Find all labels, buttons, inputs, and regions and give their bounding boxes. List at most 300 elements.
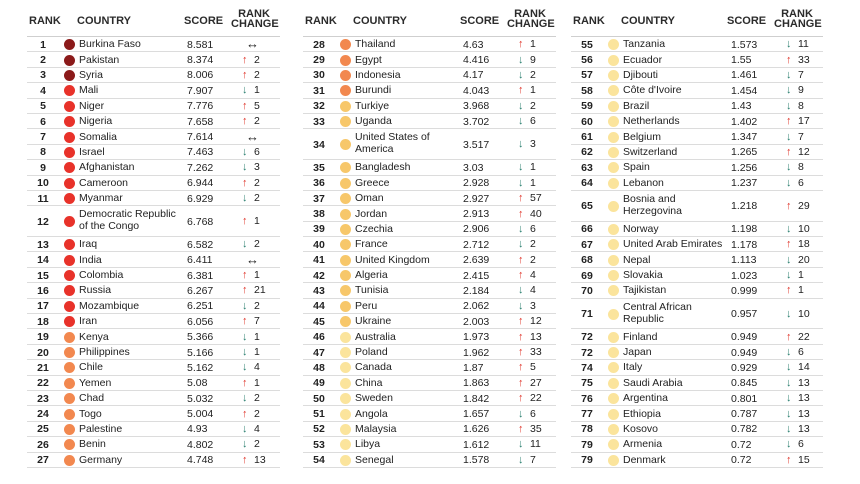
arrow-down-icon: ↓ [518,438,524,451]
arrow-down-icon: ↓ [242,161,248,174]
header-country: COUNTRY [353,15,407,27]
rank-cell: 36 [313,177,325,190]
rank-change-value: 2 [254,68,260,81]
score-cell: 0.782 [731,423,758,436]
score-cell: 1.973 [463,331,490,344]
ranking-table-column-2 [303,0,556,470]
country-cell: Kosovo [623,422,659,435]
table-row [303,191,556,206]
risk-level-dot [340,439,351,450]
score-cell: 1.461 [731,69,758,82]
rank-cell: 71 [581,308,593,321]
table-row [27,268,280,283]
rank-cell: 75 [581,377,593,390]
table-row [27,129,280,144]
rank-change-cell [518,84,558,96]
arrow-up-icon: ↑ [518,38,524,51]
table-header [27,0,280,34]
arrow-down-icon: ↓ [242,238,248,251]
rank-cell: 8 [40,146,46,159]
score-cell: 1.256 [731,161,758,174]
score-cell: 1.87 [463,361,484,374]
rank-change-cell [786,54,826,66]
rank-change-value: 7 [530,453,536,466]
table-row [571,391,823,406]
rank-change-cell [242,284,282,296]
table-row [303,160,556,175]
risk-level-dot [340,162,351,173]
country-cell: Turkiye [355,99,390,112]
risk-level-dot [64,193,75,204]
rank-change-cell [242,238,282,250]
table-row [27,422,280,437]
score-cell: 3.702 [463,115,490,128]
country-cell: Bosnia and Herzegovina [623,192,682,217]
country-cell: Philippines [79,346,130,359]
ranking-table-column-3 [571,0,823,470]
arrow-up-icon: ↑ [786,238,792,251]
country-cell: Democratic Republic of the Congo [79,208,176,233]
rank-change-cell [242,54,282,66]
country-cell: Palestine [79,422,123,435]
header-rank-change-line2: CHANGE [507,18,555,30]
risk-level-dot [608,39,619,50]
country-cell: Brazil [623,99,650,112]
rank-change-value: 33 [798,53,810,66]
score-cell: 0.72 [731,454,752,467]
risk-level-dot [64,55,75,66]
rank-cell: 28 [313,38,325,51]
rank-cell: 72 [581,346,593,359]
score-cell: 2.639 [463,254,490,267]
score-cell: 1.573 [731,38,758,51]
rank-change-value: 14 [798,361,810,374]
table-row [303,129,556,160]
risk-level-dot [608,309,619,320]
arrow-down-icon: ↓ [786,438,792,451]
country-cell: Senegal [355,453,394,466]
rank-change-cell [786,392,826,404]
rank-change-cell [518,346,558,358]
table-row [27,314,280,329]
rank-change-value: 27 [530,376,542,389]
header-rank-change [774,9,820,29]
rank-change-value: 1 [798,269,804,282]
rank-change-cell [242,377,282,389]
score-cell: 5.032 [187,392,214,405]
rank-change-cell [246,38,286,51]
rank-change-cell [242,192,282,204]
risk-level-dot [608,85,619,96]
score-cell: 7.776 [187,100,214,113]
rank-change-cell [518,315,558,327]
rank-cell: 37 [313,192,325,205]
header-rank-change-line1: RANK [238,8,270,20]
country-cell: Kenya [79,330,109,343]
table-row [571,437,823,452]
rank-change-value: 33 [530,346,542,359]
table-row [571,83,823,98]
rank-change-cell [242,300,282,312]
risk-level-dot [340,209,351,220]
rank-change-value: 1 [530,161,536,174]
country-cell: Czechia [355,222,393,235]
arrow-down-icon: ↓ [786,361,792,374]
country-cell: Colombia [79,269,124,282]
score-cell: 4.748 [187,454,214,467]
ranking-table-column-1 [27,0,280,470]
arrow-up-icon: ↑ [518,346,524,359]
table-row [303,222,556,237]
rank-cell: 1 [40,38,46,51]
arrow-up-icon: ↑ [786,330,792,343]
rank-cell: 46 [313,331,325,344]
arrow-down-icon: ↓ [242,192,248,205]
country-cell: Saudi Arabia [623,376,683,389]
rank-cell: 66 [581,223,593,236]
risk-level-dot [340,409,351,420]
risk-level-dot [340,101,351,112]
risk-level-dot [64,301,75,312]
arrow-down-icon: ↓ [786,68,792,81]
table-row [303,376,556,391]
table-row [27,252,280,267]
rank-change-value: 1 [254,346,260,359]
rank-change-cell [246,128,286,144]
country-cell: Germany [79,453,123,466]
score-cell: 1.612 [463,438,490,451]
rank-change-cell [518,331,558,343]
country-cell: Cameroon [79,176,129,189]
risk-level-dot [608,178,619,189]
risk-level-dot [64,285,75,296]
rank-cell: 26 [37,438,49,451]
country-cell: France [355,238,388,251]
table-row [27,114,280,129]
arrow-up-icon: ↑ [242,284,248,297]
arrow-up-icon: ↑ [242,315,248,328]
header-score: SCORE [460,15,500,27]
score-cell: 6.582 [187,238,214,251]
rank-cell: 31 [313,84,325,97]
arrow-down-icon: ↓ [518,99,524,112]
risk-level-dot [340,378,351,389]
risk-level-dot [64,409,75,420]
rank-change-cell [518,438,558,450]
rank-change-value: 10 [798,307,810,320]
arrow-down-icon: ↓ [518,53,524,66]
country-cell: Jordan [355,207,388,220]
score-cell: 0.949 [731,346,758,359]
risk-level-dot [340,424,351,435]
arrow-up-icon: ↑ [242,407,248,420]
rank-change-cell [786,161,826,173]
score-cell: 0.999 [731,284,758,297]
arrow-down-icon: ↓ [242,330,248,343]
rank-change-cell [786,423,826,435]
table-row [303,453,556,468]
table-row [27,37,280,52]
arrow-up-icon: ↑ [518,315,524,328]
rank-change-value: 6 [798,346,804,359]
arrow-down-icon: ↓ [242,299,248,312]
table-rows [27,37,280,468]
score-cell: 5.162 [187,361,214,374]
table-row [303,252,556,267]
rank-cell: 23 [37,392,49,405]
rank-change-value: 5 [530,361,536,374]
rank-change-value: 3 [254,161,260,174]
rank-change-value: 8 [798,161,804,174]
risk-level-dot [64,85,75,96]
country-cell: Ecuador [623,53,663,66]
table-row [303,345,556,360]
rank-change-cell [518,69,558,81]
rank-cell: 62 [581,146,593,159]
table-row [27,191,280,206]
table-row [303,268,556,283]
table-row [27,406,280,421]
country-cell: Israel [79,145,105,158]
arrow-up-icon: ↑ [518,392,524,405]
rank-change-cell [518,177,558,189]
risk-level-dot [340,301,351,312]
arrow-up-icon: ↑ [242,53,248,66]
rank-cell: 43 [313,284,325,297]
rank-change-value: 2 [530,253,536,266]
arrow-down-icon: ↓ [518,453,524,466]
rank-change-value: 4 [254,422,260,435]
risk-level-dot [64,270,75,281]
arrow-up-icon: ↑ [786,453,792,466]
table-row [571,406,823,421]
rank-change-value: 40 [530,207,542,220]
rank-change-value: 6 [254,145,260,158]
rank-cell: 79 [581,438,593,451]
rank-change-value: 1 [254,269,260,282]
rank-change-value: 1 [530,38,536,51]
rank-change-value: 2 [254,192,260,205]
rank-change-cell [786,131,826,143]
score-cell: 1.842 [463,392,490,405]
table-row [27,99,280,114]
table-row [27,160,280,175]
arrow-up-icon: ↑ [518,330,524,343]
rank-change-value: 21 [254,284,266,297]
country-cell: China [355,376,383,389]
score-cell: 1.402 [731,115,758,128]
risk-level-dot [340,332,351,343]
risk-level-dot [64,39,75,50]
rank-cell: 51 [313,408,325,421]
rank-change-cell [242,423,282,435]
arrow-up-icon: ↑ [786,145,792,158]
risk-level-dot [340,70,351,81]
table-row [303,237,556,252]
arrow-down-icon: ↓ [786,376,792,389]
header-rank-change-line1: RANK [781,8,813,20]
rank-change-value: 7 [798,68,804,81]
rank-change-value: 18 [798,238,810,251]
rank-change-cell [786,361,826,373]
arrow-down-icon: ↓ [242,361,248,374]
rank-cell: 56 [581,54,593,67]
risk-level-dot [340,85,351,96]
rank-change-cell [242,115,282,127]
rank-change-value: 1 [254,84,260,97]
table-row [571,268,823,283]
table-row [571,99,823,114]
rank-change-value: 9 [798,84,804,97]
arrow-up-icon: ↑ [518,84,524,97]
rank-change-cell [242,408,282,420]
country-cell: Libya [355,438,381,451]
rank-change-cell [518,138,558,150]
country-cell: Canada [355,361,392,374]
arrow-down-icon: ↓ [786,222,792,235]
rank-cell: 40 [313,238,325,251]
rank-cell: 59 [581,100,593,113]
risk-level-dot [340,55,351,66]
country-cell: Niger [79,99,105,112]
rank-change-cell [518,300,558,312]
table-row [27,299,280,314]
arrow-down-icon: ↓ [786,130,792,143]
score-cell: 0.801 [731,392,758,405]
arrow-down-icon: ↓ [786,84,792,97]
rank-cell: 11 [37,192,49,205]
table-row [303,314,556,329]
arrow-up-icon: ↑ [786,115,792,128]
country-cell: Myanmar [79,192,123,205]
rank-change-value: 5 [254,99,260,112]
rank-change-cell [786,115,826,127]
arrow-down-icon: ↓ [786,38,792,51]
table-row [571,176,823,191]
score-cell: 7.614 [187,131,214,144]
arrow-down-icon: ↓ [518,238,524,251]
country-cell: Côte d'Ivoire [623,84,682,97]
country-cell: Angola [355,407,388,420]
rank-change-value: 2 [254,115,260,128]
table-header [303,0,556,34]
score-cell: 2.003 [463,315,490,328]
arrow-down-icon: ↓ [786,269,792,282]
arrow-up-icon: ↑ [242,68,248,81]
rank-change-cell [242,315,282,327]
rank-cell: 65 [581,200,593,213]
arrow-down-icon: ↓ [786,307,792,320]
rank-cell: 30 [313,69,325,82]
table-row [303,283,556,298]
rank-change-cell [242,331,282,343]
arrow-down-icon: ↓ [786,422,792,435]
country-cell: Mozambique [79,299,140,312]
rank-change-cell [518,161,558,173]
risk-level-dot [64,132,75,143]
rank-change-value: 35 [530,422,542,435]
score-cell: 7.463 [187,146,214,159]
rank-change-cell [786,38,826,50]
rank-change-cell [518,115,558,127]
arrow-down-icon: ↓ [518,299,524,312]
risk-level-dot [608,378,619,389]
country-cell: Belgium [623,130,661,143]
risk-level-dot [340,139,351,150]
rank-change-cell [518,54,558,66]
risk-level-dot [608,201,619,212]
score-cell: 1.578 [463,454,490,467]
score-cell: 1.55 [731,54,752,67]
rank-change-value: 29 [798,199,810,212]
score-cell: 1.218 [731,200,758,213]
rank-change-cell [518,408,558,420]
country-cell: Australia [355,330,396,343]
rank-cell: 12 [37,215,49,228]
rank-change-cell [786,284,826,296]
risk-level-dot [340,393,351,404]
country-cell: Peru [355,299,378,312]
rank-change-cell [242,454,282,466]
country-cell: Egypt [355,53,382,66]
rank-change-cell [518,100,558,112]
header-rank-change [231,9,277,29]
score-cell: 3.517 [463,138,490,151]
risk-level-dot [64,162,75,173]
arrow-down-icon: ↓ [518,284,524,297]
arrow-up-icon: ↑ [242,269,248,282]
arrow-down-icon: ↓ [786,161,792,174]
score-cell: 0.72 [731,438,752,451]
risk-level-dot [340,116,351,127]
score-cell: 8.581 [187,38,214,51]
score-cell: 4.043 [463,84,490,97]
rank-cell: 29 [313,54,325,67]
arrow-up-icon: ↑ [242,376,248,389]
score-cell: 6.056 [187,315,214,328]
rank-cell: 47 [313,346,325,359]
rank-change-value: 13 [798,407,810,420]
rank-change-cell [242,84,282,96]
table-row [27,360,280,375]
rank-change-cell [518,238,558,250]
risk-level-dot [340,193,351,204]
table-row [27,283,280,298]
table-row [27,68,280,83]
rank-cell: 7 [40,131,46,144]
rank-change-value: 2 [530,238,536,251]
score-cell: 5.366 [187,331,214,344]
rank-change-value: 7 [798,130,804,143]
table-row [571,129,823,144]
risk-level-dot [340,270,351,281]
rank-cell: 17 [37,300,49,313]
header-rank-change-line2: CHANGE [774,18,822,30]
score-cell: 4.416 [463,54,490,67]
country-cell: Mali [79,84,99,97]
score-cell: 6.381 [187,269,214,282]
table-row [571,191,823,222]
risk-level-dot [340,39,351,50]
country-cell: Algeria [355,269,388,282]
table-row [571,299,823,330]
rank-change-value: 12 [798,145,810,158]
rank-change-cell [518,254,558,266]
rank-cell: 16 [37,284,49,297]
rank-cell: 60 [581,115,593,128]
rank-cell: 79 [581,454,593,467]
rank-cell: 2 [40,54,46,67]
